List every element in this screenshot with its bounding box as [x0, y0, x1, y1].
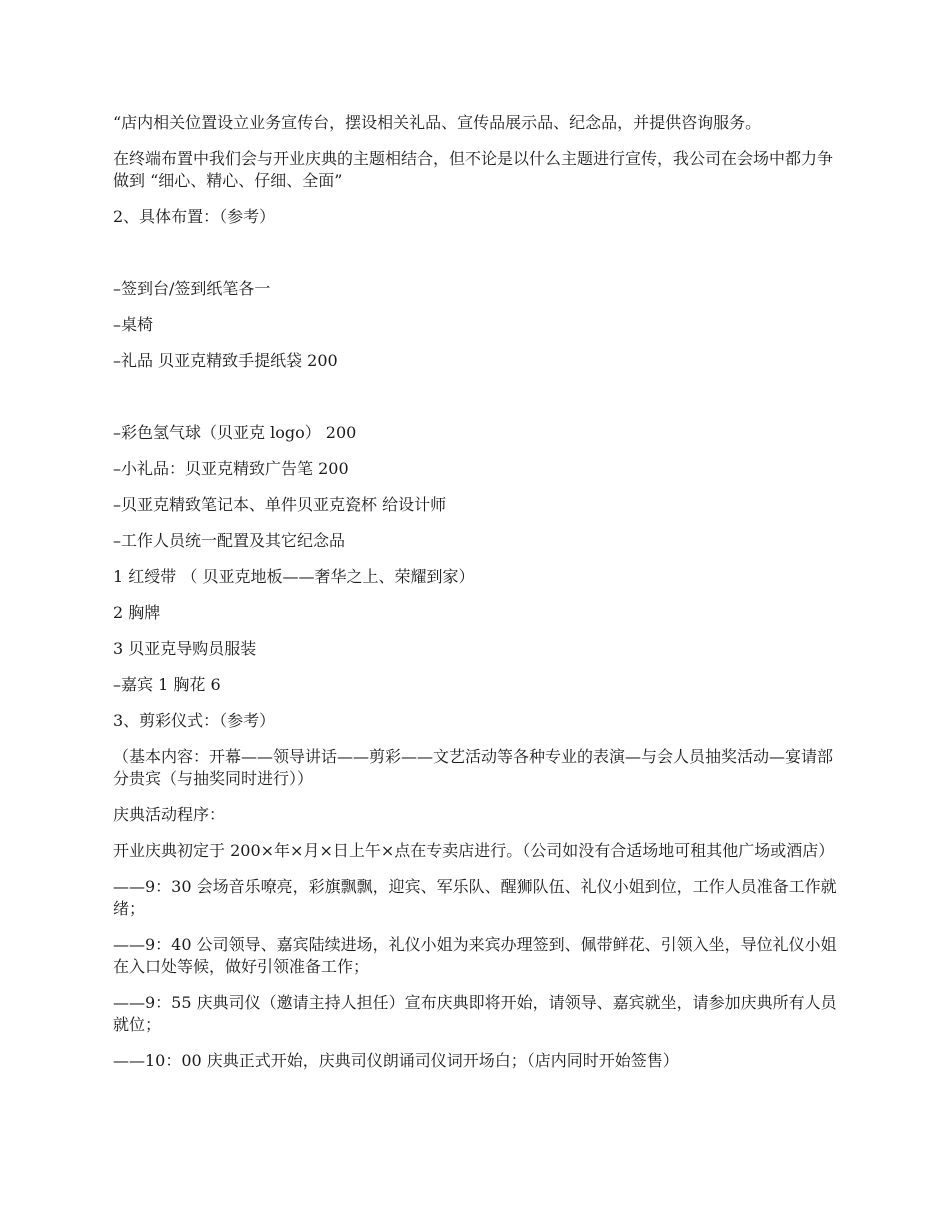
heading-specific-layout: 2、具体布置：（参考）	[113, 207, 276, 226]
paragraph-intro-counter: “店内相关位置设立业务宣传台，摆设相关礼品、宣传品展示品、纪念品，并提供咨询服务。	[113, 113, 762, 132]
list-item-badge: 2 胸牌	[113, 603, 161, 622]
list-item-sash: 1 红绶带 （ 贝亚克地板——奢华之上、荣耀到家）	[113, 567, 475, 586]
paragraph-schedule-intro: 开业庆典初定于 200×年×月×日上午×点在专卖店进行。（公司如没有合适场地可租其他广场或酒店）	[113, 841, 835, 860]
paragraph-basic-content: （基本内容：开幕——领导讲话——剪彩——文艺活动等各种专业的表演—与会人员抽奖活动—宴请部分贵宾（与抽奖同时进行））	[113, 747, 834, 788]
schedule-item-1000: ——10：00 庆典正式开始，庆典司仪朗诵司仪词开场白；（店内同时开始签售）	[113, 1051, 679, 1070]
list-item-tables-chairs: –桌椅	[113, 315, 154, 334]
paragraph-terminal-layout: 在终端布置中我们会与开业庆典的主题相结合，但不论是以什么主题进行宣传，我公司在会场中都力争做到 “细心、精心、仔细、全面”	[113, 149, 834, 190]
schedule-item-0930: ——9：30 会场音乐嘹亮，彩旗飘飘，迎宾、军乐队、醒狮队伍、礼仪小姐到位，工作人员准备工作就绪；	[113, 877, 837, 918]
list-item-pens: –小礼品：贝亚克精致广告笔 200	[113, 459, 349, 478]
blank-line	[113, 242, 843, 264]
list-item-uniform: 3 贝亚克导购员服装	[113, 639, 257, 658]
blank-line	[113, 386, 843, 408]
heading-ribbon-cutting: 3、剪彩仪式：（参考）	[113, 711, 276, 730]
list-item-signin-desk: –签到台/签到纸笔各一	[113, 279, 271, 298]
list-item-gift-bags: –礼品 贝亚克精致手提纸袋 200	[113, 351, 338, 370]
list-item-notebooks: –贝亚克精致笔记本、单件贝亚克瓷杯 给设计师	[113, 495, 447, 514]
list-item-guest-corsage: –嘉宾 1 胸花 6	[113, 675, 221, 694]
schedule-item-0955: ——9：55 庆典司仪（邀请主持人担任）宣布庆典即将开始，请领导、嘉宾就坐，请参加庆典所有人员就位；	[113, 993, 837, 1034]
schedule-item-0940: ——9：40 公司领导、嘉宾陆续进场，礼仪小姐为来宾办理签到、佩带鲜花、引领入坐，导位礼仪小姐在入口处等候，做好引领准备工作；	[113, 935, 837, 976]
document-body	[113, 112, 843, 1086]
list-item-staff-items: –工作人员统一配置及其它纪念品	[113, 531, 346, 550]
list-item-balloons: –彩色氢气球（贝亚克 logo） 200	[113, 423, 357, 442]
heading-ceremony-program: 庆典活动程序：	[113, 805, 226, 824]
